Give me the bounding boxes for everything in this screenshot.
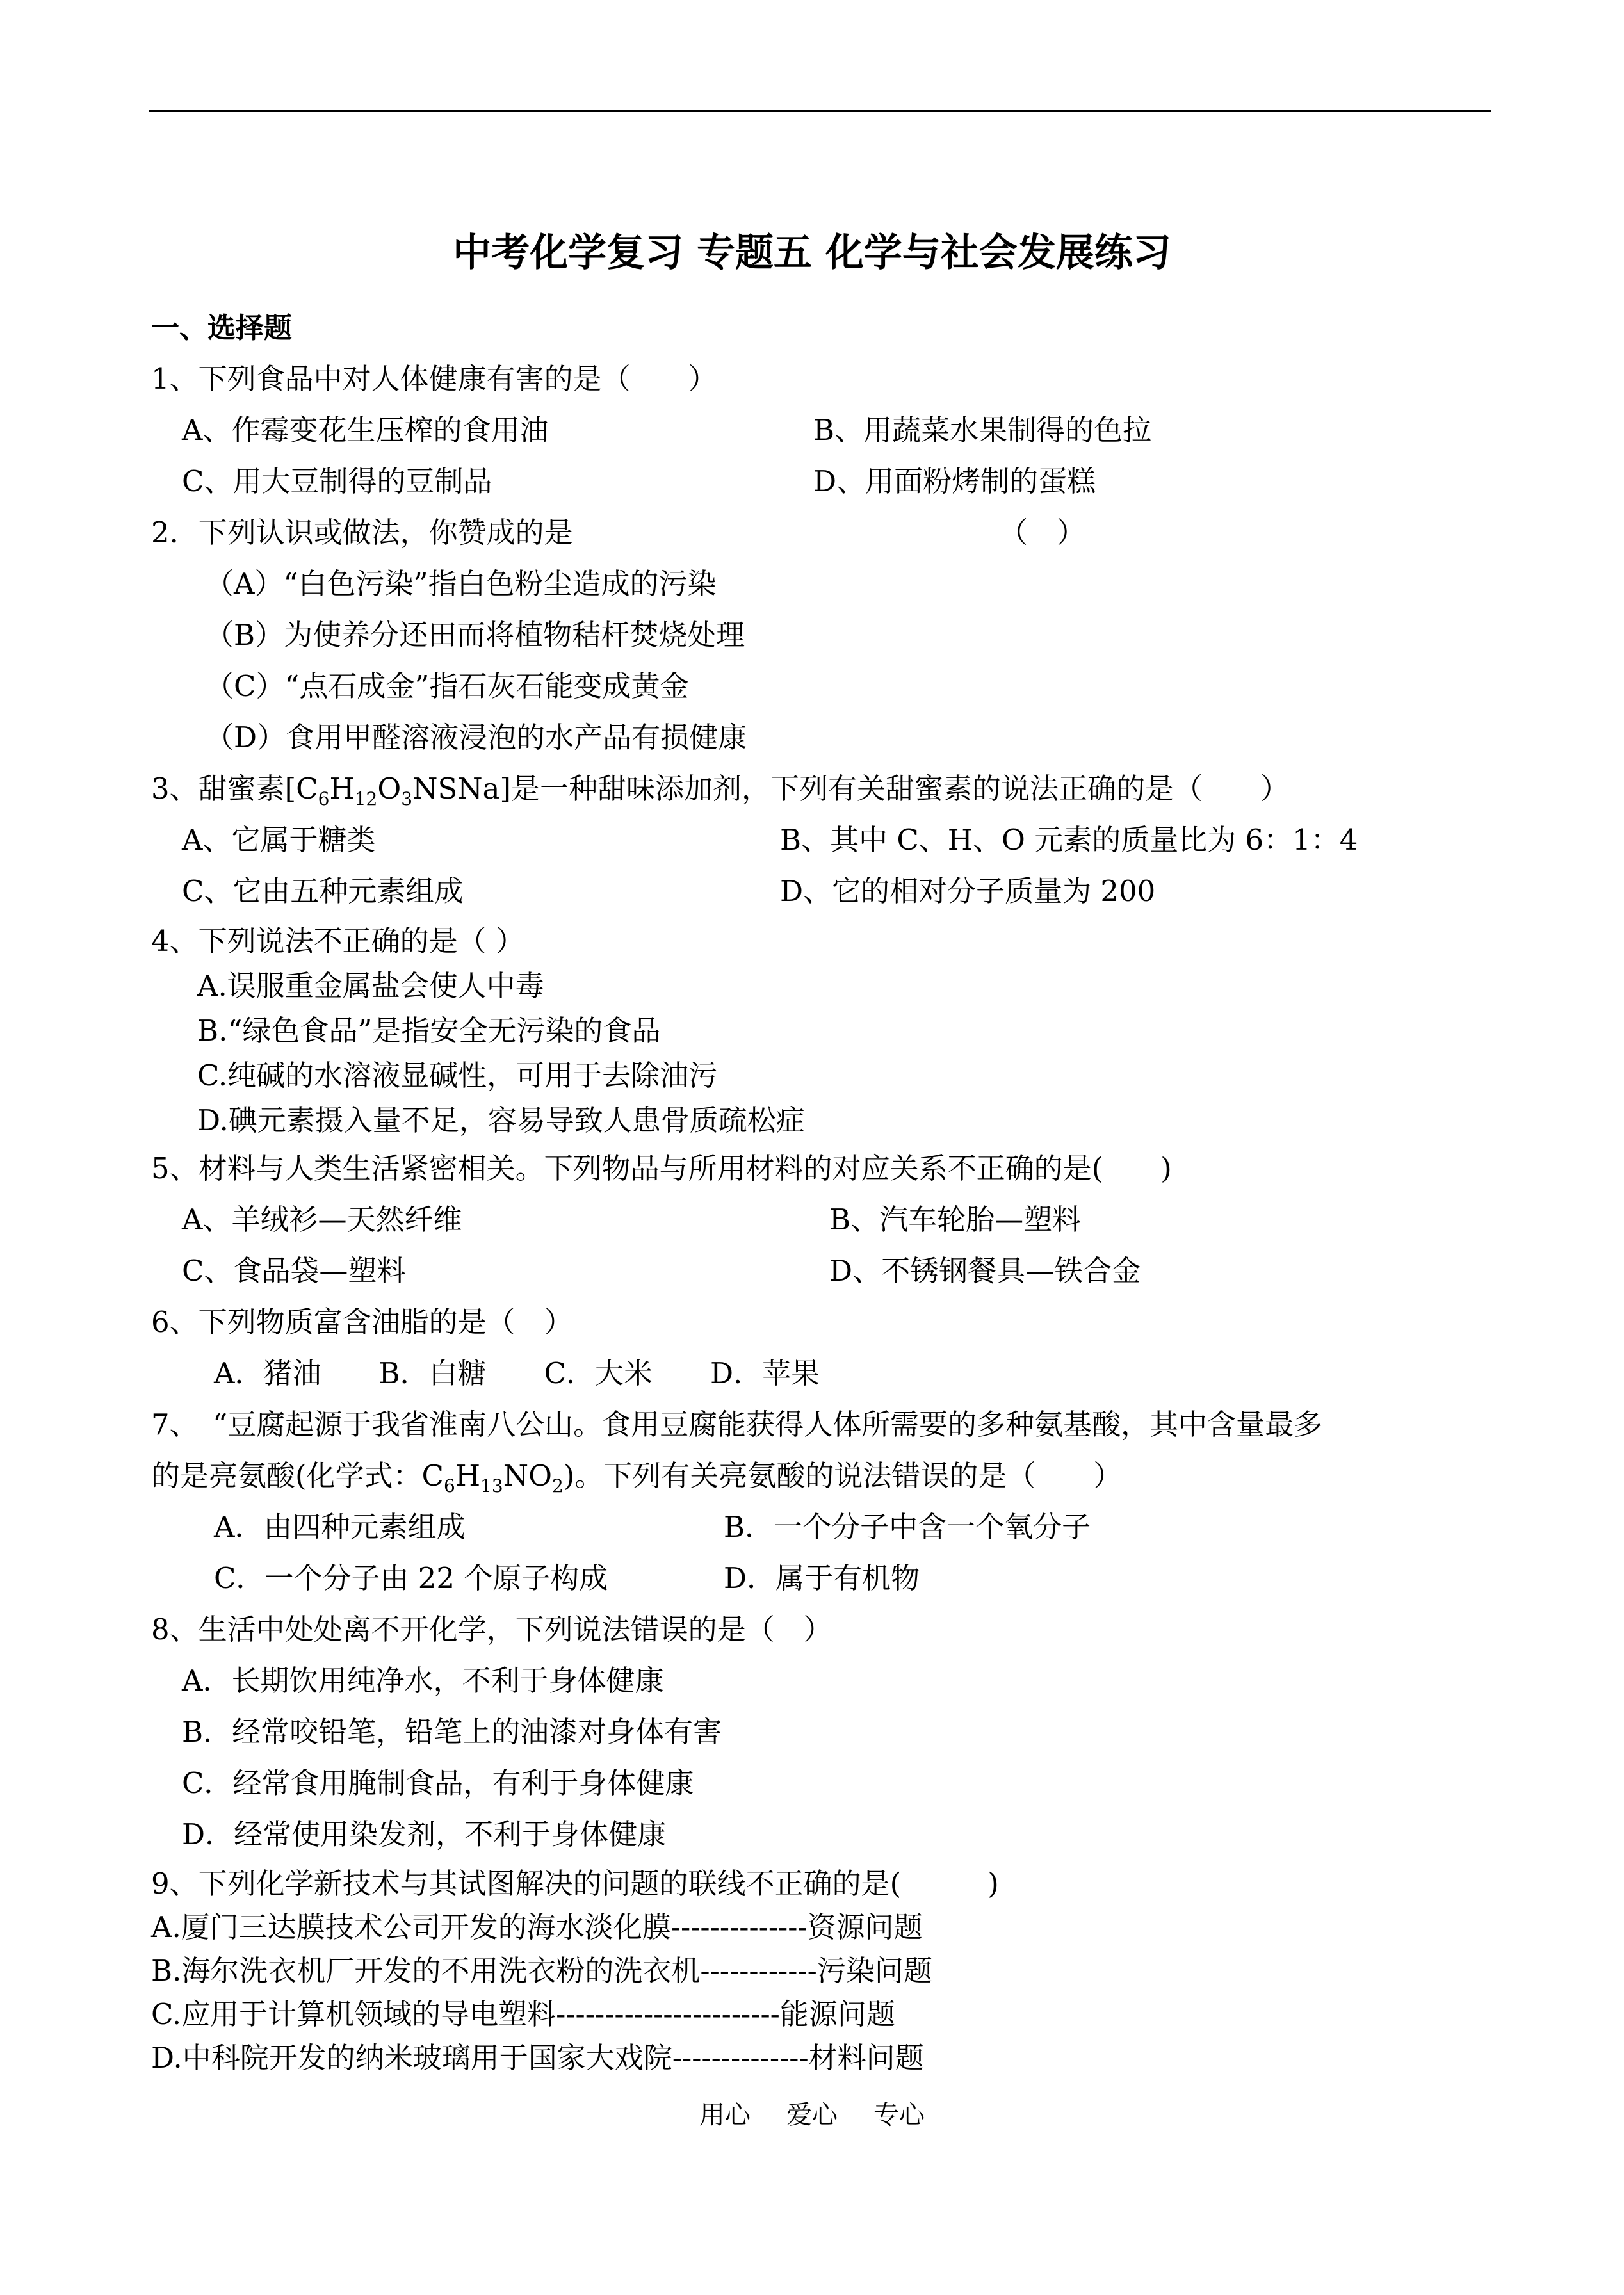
page-title: 中考化学复习 专题五 化学与社会发展练习 — [453, 231, 1171, 275]
q7-stem-line1: 7、 “豆腐起源于我省淮南八公山。食用豆腐能获得人体所需要的多种氨基酸，其中含量最多 — [151, 1407, 1323, 1441]
q7-option-b: B．一个分子中含一个氧分子 — [724, 1510, 1091, 1544]
q6-options: A．猪油 B．白糖 C．大米 D．苹果 — [214, 1356, 820, 1390]
header-rule — [149, 110, 1491, 112]
q2-option-d: （D）食用甲醛溶液浸泡的水产品有损健康 — [205, 720, 747, 754]
q1-option-c: C、用大豆制得的豆制品 — [182, 464, 492, 498]
q2-stem: 2．下列认识或做法，你赞成的是 — [151, 515, 573, 549]
q5-option-a: A、羊绒衫—天然纤维 — [182, 1203, 462, 1237]
q4-stem: 4、下列说法不正确的是（ ） — [151, 924, 524, 958]
q7-option-c: C．一个分子由 22 个原子构成 — [214, 1561, 608, 1595]
q1-option-a: A、作霉变花生压榨的食用油 — [182, 413, 549, 447]
q2-option-a: （A）“白色污染”指白色粉尘造成的污染 — [205, 567, 717, 601]
q3-stem: 3、甜蜜素$[C_6H_{12}O_3NSNa]$是一种甜味添加剂，下列有关甜蜜素的说法正确的是（ ） — [151, 772, 1290, 809]
q4-option-a: A.误服重金属盐会使人中毒 — [197, 969, 544, 1003]
q3-option-d: D、它的相对分子质量为 200 — [780, 874, 1156, 908]
q9-option-b: B.海尔洗衣机厂开发的不用洗衣粉的洗衣机------------污染问题 — [151, 1954, 932, 1988]
q8-stem: 8、生活中处处离不开化学，下列说法错误的是（ ） — [151, 1612, 832, 1646]
q5-option-b: B、汽车轮胎—塑料 — [829, 1203, 1082, 1237]
q4-option-d: D.碘元素摄入量不足，容易导致人患骨质疏松症 — [197, 1103, 805, 1137]
q2-answer-paren: （ ） — [999, 515, 1086, 549]
q4-option-b: B.“绿色食品”是指安全无污染的食品 — [197, 1014, 661, 1048]
q2-option-c: （C）“点石成金”指石灰石能变成黄金 — [205, 669, 689, 703]
q9-option-c: C.应用于计算机领域的导电塑料-----------------------能源问题 — [151, 1997, 895, 2031]
q7-stem-line2: 的是亮氨酸(化学式：$C_6H_{13}NO_2$)。下列有关亮氨酸的说法错误的是（ ） — [151, 1459, 1123, 1496]
q7-option-d: D．属于有机物 — [724, 1561, 920, 1595]
q1-stem: 1、下列食品中对人体健康有害的是（ ） — [151, 362, 717, 396]
section-heading: 一、选择题 — [151, 312, 292, 345]
q6-stem: 6、下列物质富含油脂的是（ ） — [151, 1305, 573, 1339]
page-footer: 用心 爱心 专心 — [699, 2100, 925, 2130]
q7-option-a: A．由四种元素组成 — [214, 1510, 466, 1544]
q5-option-c: C、食品袋—塑料 — [182, 1254, 406, 1288]
q8-option-d: D．经常使用染发剂，不利于身体健康 — [182, 1817, 667, 1851]
q9-option-a: A.厦门三达膜技术公司开发的海水淡化膜--------------资源问题 — [151, 1910, 923, 1944]
q5-stem: 5、材料与人类生活紧密相关。下列物品与所用材料的对应关系不正确的是( ) — [151, 1151, 1172, 1185]
q8-option-b: B．经常咬铅笔，铅笔上的油漆对身体有害 — [182, 1715, 722, 1749]
q4-option-c: C.纯碱的水溶液显碱性，可用于去除油污 — [197, 1058, 718, 1092]
q3-option-c: C、它由五种元素组成 — [182, 874, 464, 908]
q3-option-b: B、其中 C、H、O 元素的质量比为 6：1：4 — [780, 823, 1358, 857]
q1-option-b: B、用蔬菜水果制得的色拉 — [813, 413, 1152, 447]
q9-option-d: D.中科院开发的纳米玻璃用于国家大戏院--------------材料问题 — [151, 2041, 924, 2075]
q8-option-a: A．长期饮用纯净水，不利于身体健康 — [182, 1664, 664, 1698]
q9-stem: 9、下列化学新技术与其试图解决的问题的联线不正确的是( ) — [151, 1867, 999, 1901]
q1-option-d: D、用面粉烤制的蛋糕 — [813, 464, 1096, 498]
q5-option-d: D、不锈钢餐具—铁合金 — [829, 1254, 1141, 1288]
q3-option-a: A、它属于糖类 — [182, 823, 376, 857]
q2-option-b: （B）为使养分还田而将植物秸杆焚烧处理 — [205, 618, 745, 652]
q8-option-c: C．经常食用腌制食品，有利于身体健康 — [182, 1766, 694, 1800]
